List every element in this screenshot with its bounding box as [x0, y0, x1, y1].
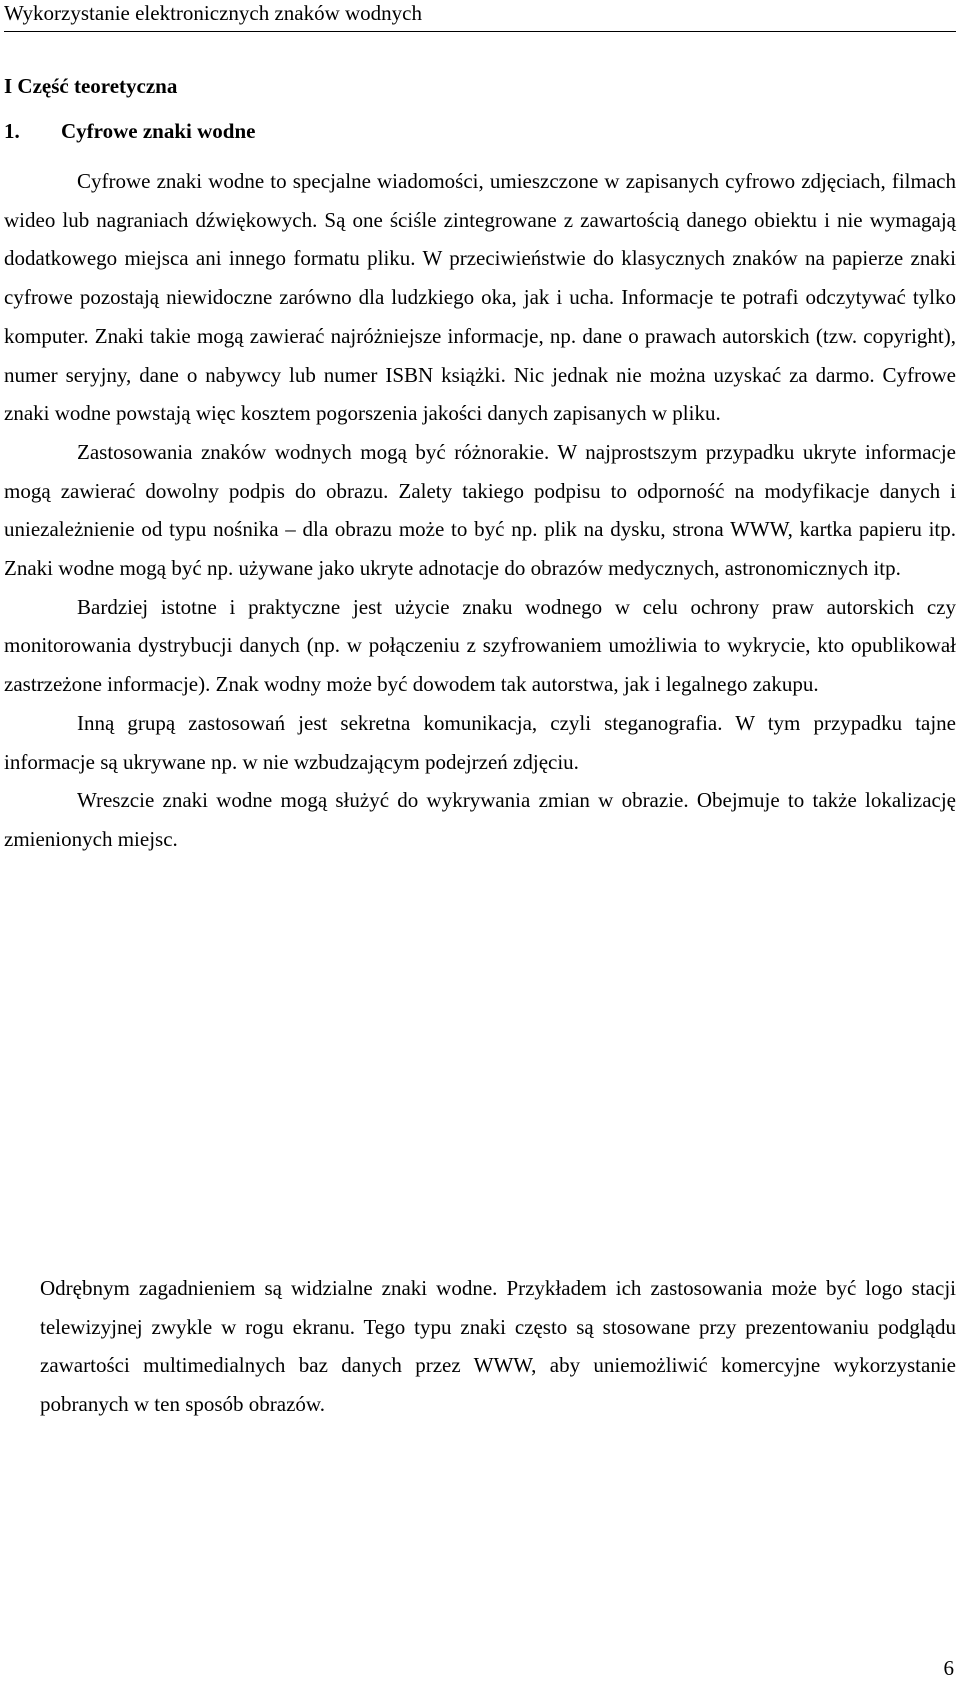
paragraph-2: Zastosowania znaków wodnych mogą być różnorakie. W najprostszym przypadku ukryte informacje mogą zawierać dowolny podpis do obrazu. Zalety takiego podpisu to odporność na modyfikacje danych i uniezależnienie od typu nośnika – dla obrazu może to być np. plik na dysku, strona WWW, kartka papieru itp. Znaki wodne mogą być np. używane jako ukryte adnotacje do obrazów medycznych, astronomicznych itp. — [4, 439, 956, 581]
paragraph-4: Inną grupą zastosowań jest sekretna komunikacja, czyli steganografia. W tym przypadku tajne informacje są ukrywane np. w nie wzbudzającym podejrzeń zdjęciu. — [4, 710, 956, 774]
document-title: Wykorzystanie elektronicznych znaków wodnych — [4, 1, 423, 25]
section-title: Cyfrowe znaki wodne — [61, 119, 256, 143]
paragraph-5: Wreszcie znaki wodne mogą służyć do wykrywania zmian w obrazie. Obejmuje to także lokalizację zmienionych miejsc. — [4, 788, 956, 851]
paragraph-6: Odrębnym zagadnieniem są widzialne znaki wodne. Przykładem ich zastosowania może być logo stacji telewizyjnej zwykle w rogu ekranu. Tego typu znaki często są stosowane przy prezentowaniu podglądu zawartości multimedialnych baz danych przez WWW, aby uniemożliwić komercyjne wykorzystanie pobranych w ten sposób obrazów. — [40, 1276, 956, 1417]
section-heading — [4, 118, 255, 145]
part-heading: I Część teoretyczna — [4, 74, 178, 98]
indented-text — [40, 1269, 956, 1424]
section-number: 1. — [4, 119, 20, 143]
paragraph-1: Cyfrowe znaki wodne to specjalne wiadomości, umieszczone w zapisanych cyfrowo zdjęciach, filmach wideo lub nagraniach dźwiękowych. Są one ściśle zintegrowane z zawartością danego obiektu i nie wymagają dodatkowego miejsca ani innego formatu pliku. W przeciwieństwie do klasycznych znaków na papierze znaki cyfrowe pozostają niewidoczne zarówno dla ludzkiego oka, jak i ucha. Informacje te potrafi odczytywać tylko komputer. Znaki takie mogą zawierać najróżniejsze informacje, np. dane o prawach autorskich (tzw. copyright), numer seryjny, dane o nabywcy lub numer ISBN książki. Nic jednak nie można uzyskać za darmo. Cyfrowe znaki wodne powstają więc kosztem pogorszenia jakości danych zapisanych w pliku. — [4, 169, 956, 426]
running-header — [4, 0, 956, 32]
page-number: 6 — [943, 1656, 954, 1680]
paragraph-3: Bardziej istotne i praktyczne jest użycie znaku wodnego w celu ochrony praw autorskich czy monitorowania dystrybucji danych (np. w połączeniu z szyfrowaniem umożliwia to wykrycie, kto opublikował zastrzeżone informacje). Znak wodny może być dowodem tak autorstwa, jak i legalnego zakupu. — [4, 594, 956, 697]
body-text — [4, 162, 956, 859]
